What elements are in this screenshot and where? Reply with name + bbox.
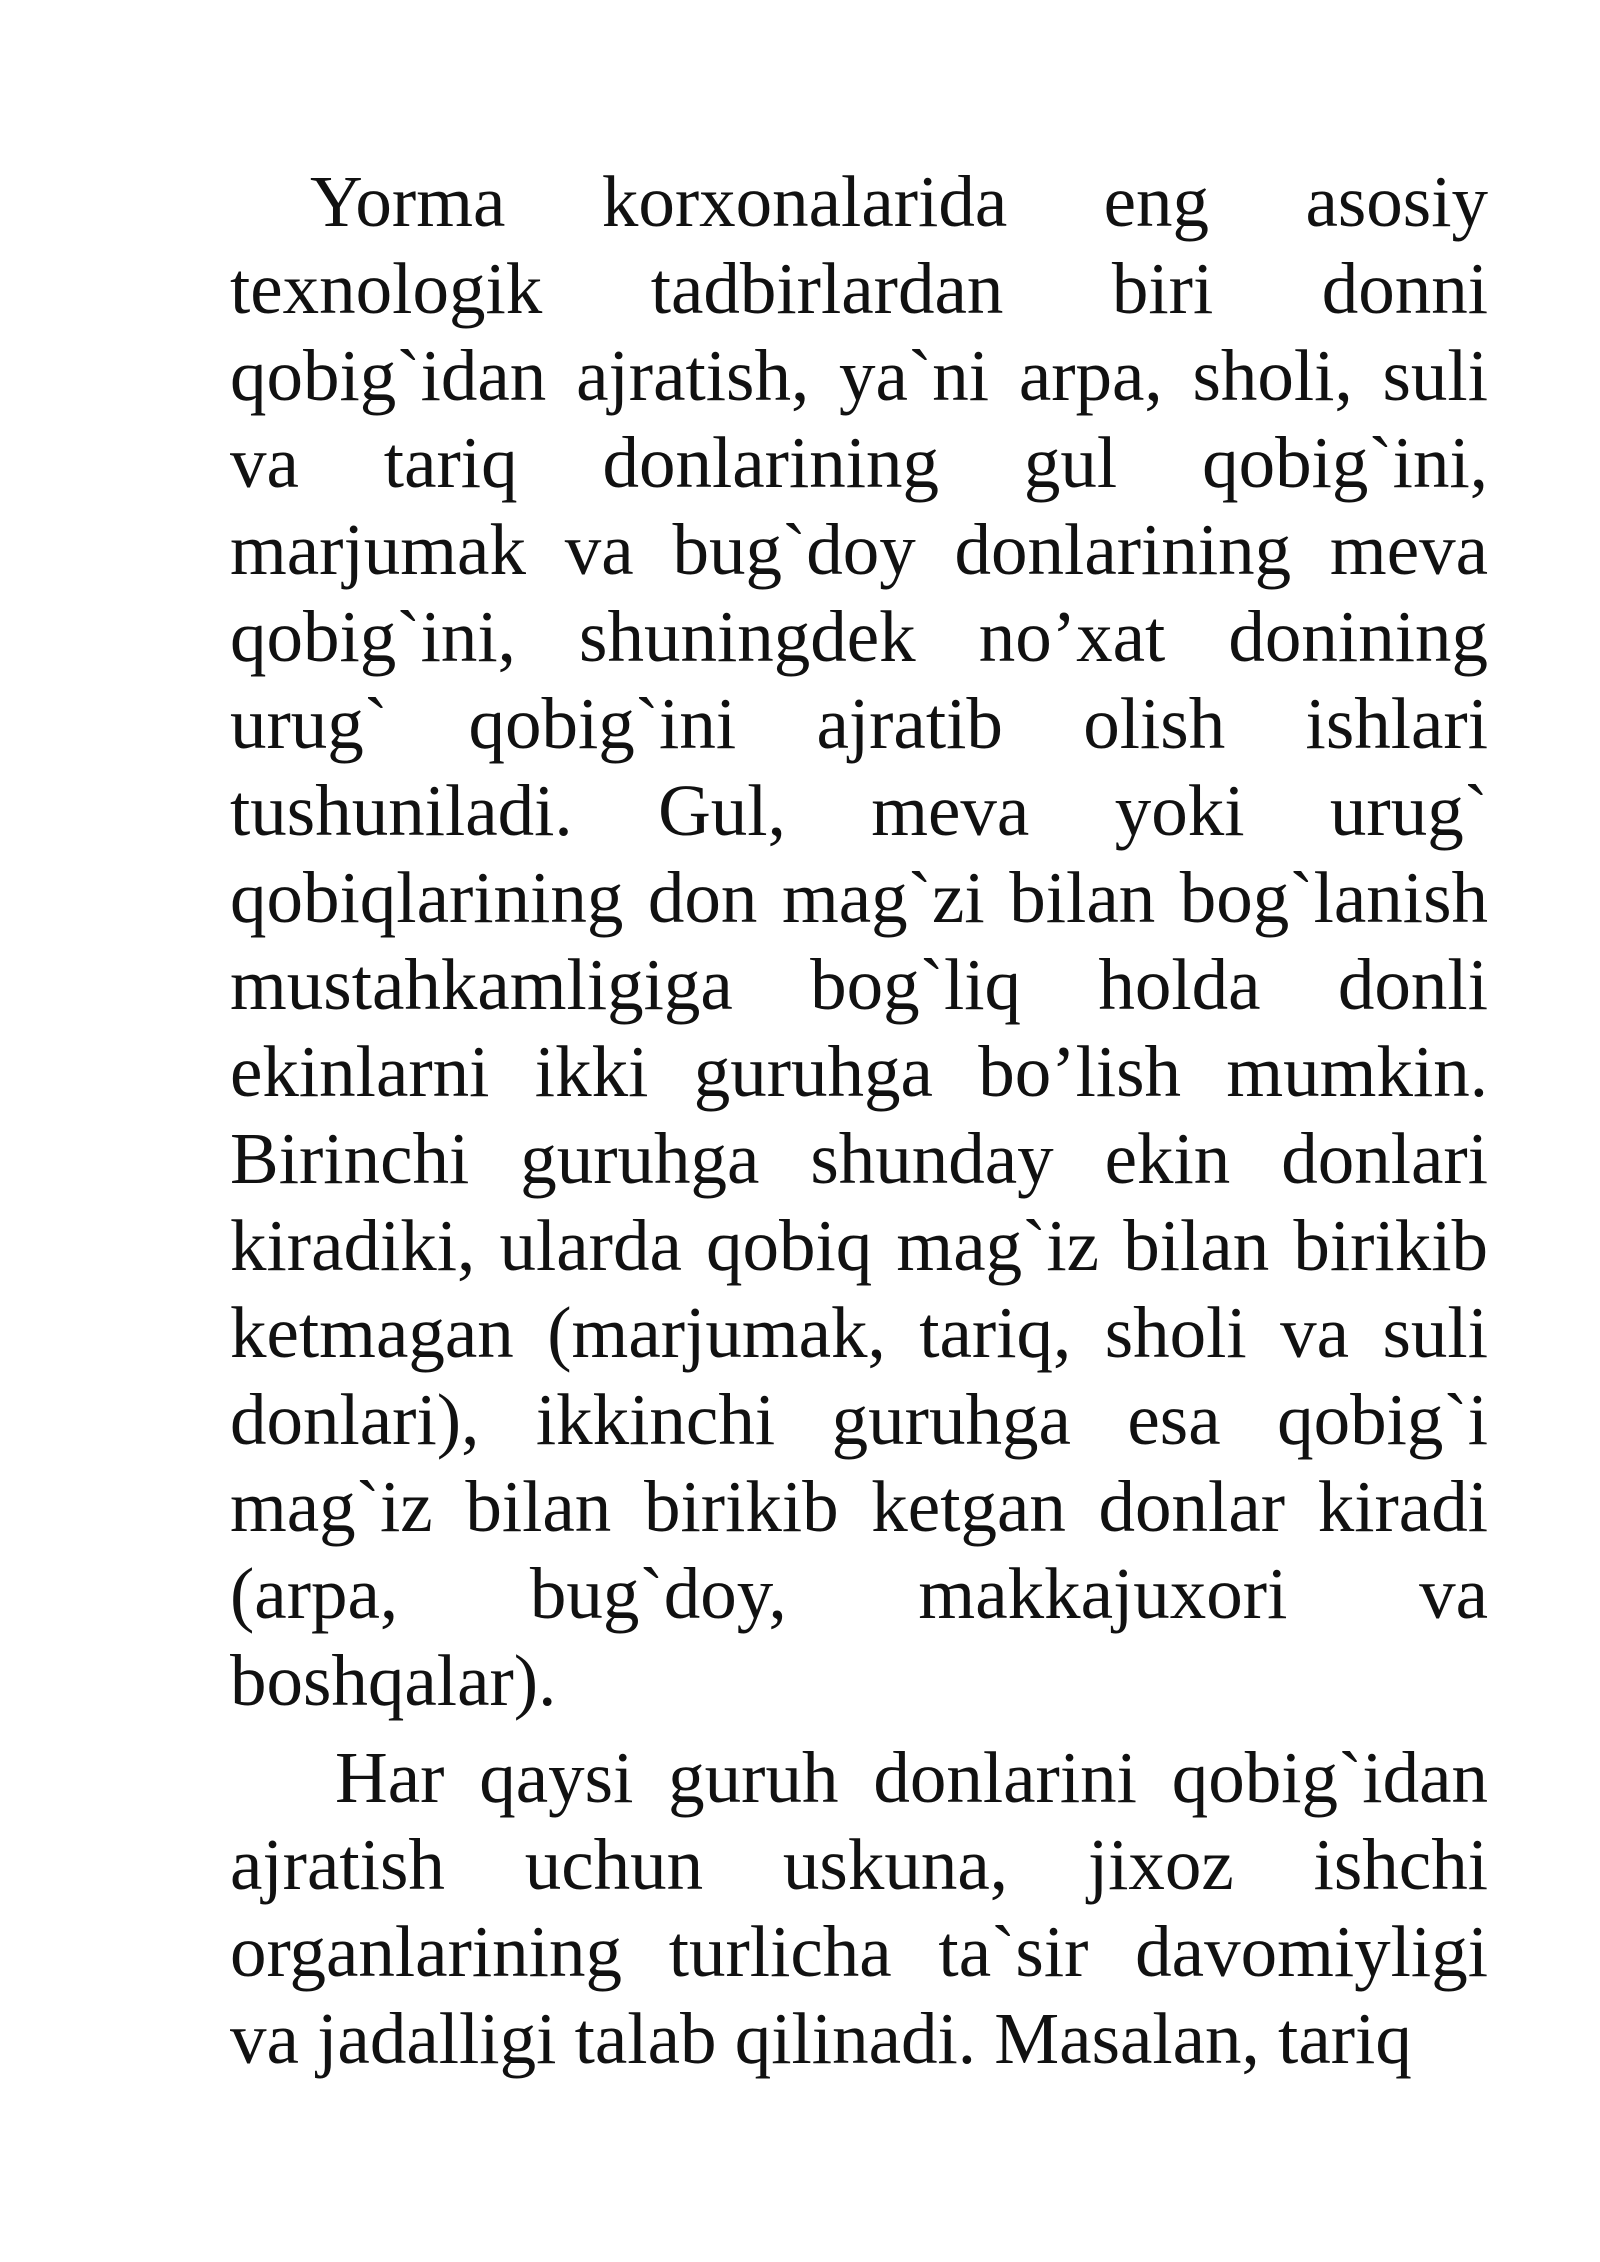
paragraph-2: Har qaysi guruh donlarini qobig`idan ajratish uchun uskuna, jixoz ishchi organlarining turlicha ta`sir davomiyligi va jadalligi talab qilinadi. Masalan, tariq: [230, 1737, 1488, 2079]
document-page: [230, 158, 1488, 2082]
paragraph-1: Yorma korxonalarida eng asosiy texnologik tadbirlardan biri donni qobig`idan ajratish, ya`ni arpa, sholi, suli va tariq donlarining gul qobig`ini, marjumak va bug`doy donlarining meva qobig`ini, shuningdek no’xat donining urug` qobig`ini ajratib olish ishlari tushuniladi. Gul, meva yoki urug` qobiqlarining don mag`zi bilan bog`lanish mustahkamligiga bog`liq holda donli ekinlarni ikki guruhga bo’lish mumkin. Birinchi guruhga shunday ekin donlari kiradiki, ularda qobiq mag`iz bilan birikib ketmagan (marjumak, tariq, sholi va suli donlari), ikkinchi guruhga esa qobig`i mag`iz bilan birikib ketgan donlar kiradi (arpa, bug`doy, makkajuxori va boshqalar).: [230, 161, 1488, 1721]
